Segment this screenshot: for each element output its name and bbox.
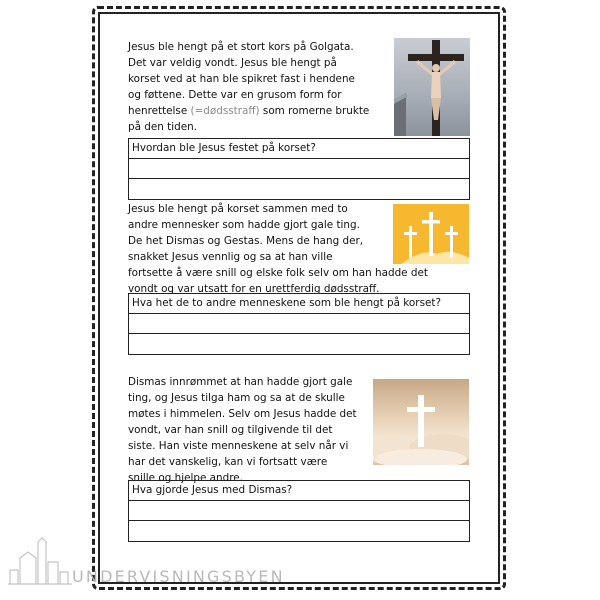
paragraph-3: Dismas innrømmet at han hadde gjort gale ting, og Jesus tilga ham og sa at de skulle møtes i himmelen. Selv om Jesus hadde det vondt, var han snill og tilgivende til det siste. Han viste menneskene at selv når vi har det vanskelig, kan vi fortsatt være snille og hjelpe andre. bbox=[128, 376, 357, 484]
three-crosses-icon bbox=[393, 204, 469, 264]
answer-line[interactable] bbox=[129, 334, 469, 354]
answer-box-3 bbox=[128, 480, 470, 542]
crucifix-photo bbox=[394, 38, 470, 136]
answer-line[interactable] bbox=[129, 159, 469, 179]
answer-line[interactable] bbox=[129, 314, 469, 334]
question-3: Hva gjorde Jesus med Dismas? bbox=[129, 481, 469, 501]
paragraph-1: Jesus ble hengt på et stort kors på Golgata. Det var veldig vondt. Jesus ble hengt på korset ved at han ble spikret fast i hendene og føttene. Dette var en grusom form for henrettelse (=dødsstraff) som romerne brukte på den tiden. bbox=[128, 41, 370, 133]
answer-line[interactable] bbox=[129, 501, 469, 521]
answer-line[interactable] bbox=[129, 179, 469, 199]
brand-watermark: UNDERVISNINGSBYEN bbox=[72, 567, 285, 586]
question-1: Hvordan ble Jesus festet på korset? bbox=[129, 139, 469, 159]
answer-box-2 bbox=[128, 293, 470, 355]
question-2: Hva het de to andre menneskene som ble hengt på korset? bbox=[129, 294, 469, 314]
city-skyline-logo bbox=[8, 536, 72, 586]
answer-line[interactable] bbox=[129, 521, 469, 541]
cross-in-clouds-photo bbox=[373, 379, 469, 465]
paragraph-2: Jesus ble hengt på korset sammen med to andre mennesker som hadde gjort gale ting. De het Dismas og Gestas. Mens de hang der, snakket Jesus vennlig og sa at han ville fortsette å være snill og elske folk selv om han hadde det vondt og var utsatt for en urettferdig dødsstraff. bbox=[128, 203, 428, 295]
answer-box-1 bbox=[128, 138, 470, 200]
